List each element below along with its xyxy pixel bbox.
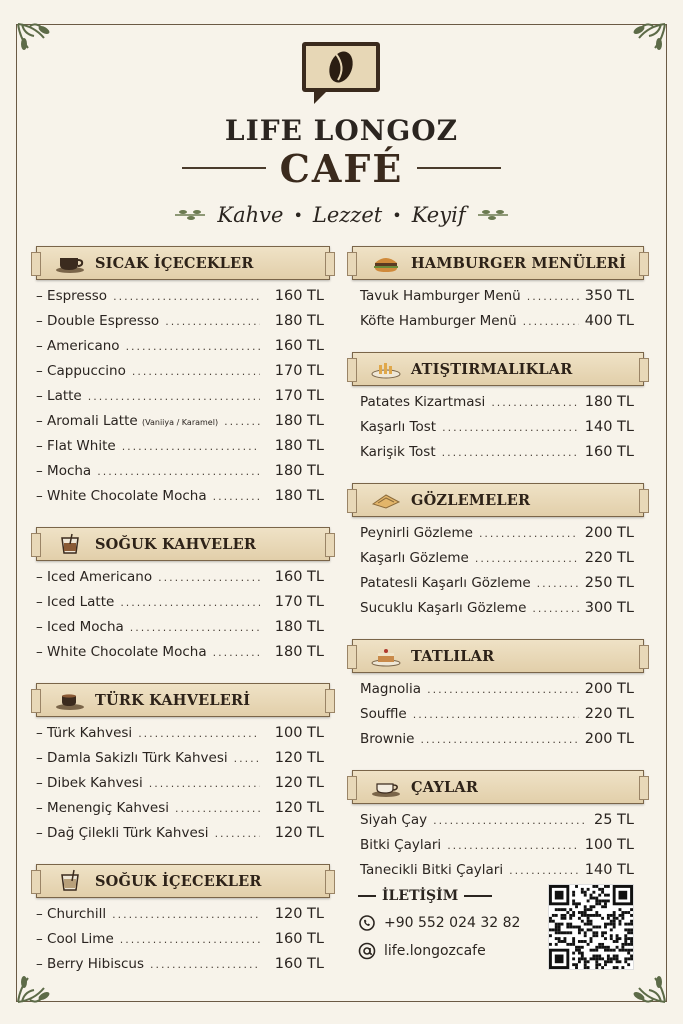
- dot-leader: [420, 733, 578, 746]
- dot-leader: [442, 421, 579, 434]
- item-price: 160 TL: [274, 569, 324, 585]
- item-price: 120 TL: [274, 775, 324, 791]
- item-name: [36, 644, 207, 660]
- dot-leader: [112, 908, 260, 921]
- menu-item: [36, 750, 330, 775]
- item-name-text: White Chocolate Mocha: [47, 644, 207, 660]
- dot-leader: [149, 777, 260, 790]
- section-title: SOĞUK KAHVELER: [95, 535, 257, 553]
- item-name: [360, 862, 503, 878]
- contact-title: İLETİŞİM: [382, 888, 459, 904]
- item-name: [36, 438, 116, 454]
- menu-item: [352, 812, 644, 837]
- section-banner-gozlemeler: [352, 483, 644, 517]
- menu-item: [36, 413, 330, 438]
- section-banner-hamburger-menuleri: [352, 246, 644, 280]
- tea-cup-icon: [369, 775, 403, 799]
- sprig-left-icon: [173, 208, 207, 222]
- menu-item: [352, 706, 644, 731]
- item-price: 250 TL: [584, 575, 634, 591]
- item-name-text: Americano: [47, 338, 120, 354]
- burger-icon: [369, 251, 403, 275]
- section-banner-soguk-icecekler: [36, 864, 330, 898]
- menu-item: [36, 906, 330, 931]
- menu-item: [36, 931, 330, 956]
- dot-leader: [475, 552, 579, 565]
- item-name-text: Mocha: [47, 463, 92, 479]
- menu-item: [36, 313, 330, 338]
- item-price: 160 TL: [274, 288, 324, 304]
- instagram-handle: life.longozcafe: [384, 943, 486, 959]
- menu-item: [36, 644, 330, 669]
- item-name-text: Kaşarlı Gözleme: [360, 550, 469, 566]
- item-price: 180 TL: [274, 413, 324, 429]
- item-price: 160 TL: [274, 956, 324, 972]
- item-name: [36, 338, 120, 354]
- item-name-text: Brownie: [360, 731, 415, 747]
- item-name-text: Churchill: [47, 906, 107, 922]
- dot-leader: [509, 864, 579, 877]
- dot-leader: [479, 527, 579, 540]
- menu-item: [352, 575, 644, 600]
- dot-leader: [413, 708, 579, 721]
- item-name: [36, 288, 107, 304]
- item-price: 200 TL: [584, 681, 634, 697]
- item-name-text: Berry Hibiscus: [47, 956, 145, 972]
- item-name: [36, 594, 114, 610]
- item-name: [360, 731, 414, 747]
- section-banner-soguk-kahveler: [36, 527, 330, 561]
- menu-item: [352, 444, 644, 469]
- leaf-ornament-icon: [625, 20, 669, 54]
- item-name: [360, 288, 521, 304]
- item-price: 400 TL: [584, 313, 634, 329]
- menu-item-list: [352, 394, 644, 469]
- item-name-text: Double Espresso: [47, 313, 160, 329]
- item-name-text: Peynirli Gözleme: [360, 525, 473, 541]
- divider: [464, 895, 492, 897]
- menu-item: [352, 525, 644, 550]
- instagram-line[interactable]: [358, 938, 558, 964]
- dot-leader: [532, 602, 578, 615]
- item-price: 220 TL: [584, 550, 634, 566]
- tagline-separator: •: [392, 205, 402, 225]
- menu-item: [36, 619, 330, 644]
- item-name-text: Türk Kahvesi: [47, 725, 133, 741]
- item-price: 120 TL: [274, 750, 324, 766]
- item-name: [36, 619, 124, 635]
- item-name: [360, 575, 531, 591]
- item-price: 170 TL: [274, 388, 324, 404]
- section-banner-tatlilar: [352, 639, 644, 673]
- section-banner-turk-kahveleri: [36, 683, 330, 717]
- menu-item: [36, 594, 330, 619]
- dot-leader: [132, 365, 260, 378]
- brand-sub-row: [0, 146, 683, 190]
- dot-leader: [88, 390, 260, 403]
- menu-item-list: [352, 525, 644, 625]
- dot-leader: [120, 933, 260, 946]
- menu-item: [352, 394, 644, 419]
- dot-leader: [224, 415, 260, 428]
- item-name-text: Dağ Çilekli Türk Kahvesi: [47, 825, 209, 841]
- tagline-separator: •: [293, 205, 303, 225]
- item-price: 170 TL: [274, 594, 324, 610]
- menu-item-list: [352, 812, 644, 887]
- section-banner-atistirmaliklar: [352, 352, 644, 386]
- section-banner-caylar: [352, 770, 644, 804]
- at-sign-icon: [358, 942, 376, 960]
- item-name-text: Espresso: [47, 288, 108, 304]
- item-note: (Vaniiya / Karamel): [142, 418, 219, 427]
- item-name-text: Siyah Çay: [360, 812, 428, 828]
- dot-leader: [427, 683, 579, 696]
- dot-leader: [122, 440, 260, 453]
- menu-item: [36, 775, 330, 800]
- menu-item: [36, 388, 330, 413]
- sprig-right-icon: [476, 208, 510, 222]
- item-price: 200 TL: [584, 525, 634, 541]
- item-price: 170 TL: [274, 363, 324, 379]
- dot-leader: [120, 596, 260, 609]
- dot-leader: [433, 814, 588, 827]
- item-price: 180 TL: [274, 644, 324, 660]
- snack-plate-icon: [369, 357, 403, 381]
- dot-leader: [126, 340, 260, 353]
- dot-leader: [442, 446, 579, 459]
- turkish-coffee-icon: [53, 688, 87, 712]
- item-price: 100 TL: [274, 725, 324, 741]
- section-title: ATIŞTIRMALIKLAR: [411, 360, 573, 378]
- item-price: 25 TL: [594, 812, 634, 828]
- leaf-ornament-icon: [14, 20, 58, 54]
- menu-item: [36, 956, 330, 981]
- left-menu-column: [36, 246, 330, 995]
- item-price: 100 TL: [584, 837, 634, 853]
- menu-item: [352, 550, 644, 575]
- coffee-bean-logo-icon: [300, 40, 382, 106]
- item-price: 180 TL: [274, 463, 324, 479]
- item-name-text: Damla Sakizlı Türk Kahvesi: [47, 750, 228, 766]
- item-name-text: Bitki Çaylari: [360, 837, 442, 853]
- item-name-text: Patates Kizartmasi: [360, 394, 486, 410]
- item-price: 300 TL: [584, 600, 634, 616]
- item-name-text: Tanecikli Bitki Çaylari: [360, 862, 504, 878]
- menu-item-list: [36, 725, 330, 850]
- item-name: [360, 600, 526, 616]
- item-name-text: Menengiç Kahvesi: [47, 800, 169, 816]
- dot-leader: [175, 802, 260, 815]
- dot-leader: [113, 290, 260, 303]
- dot-leader: [491, 396, 578, 409]
- item-name: [36, 388, 82, 404]
- menu-item: [36, 438, 330, 463]
- contact-block: [358, 884, 558, 964]
- item-price: 140 TL: [584, 862, 634, 878]
- item-price: 200 TL: [584, 731, 634, 747]
- divider: [182, 167, 266, 169]
- dot-leader: [537, 577, 579, 590]
- dot-leader: [215, 827, 260, 840]
- item-name: [360, 313, 517, 329]
- item-price: 140 TL: [584, 419, 634, 435]
- item-name-text: Flat White: [47, 438, 116, 454]
- contact-heading-row: [358, 884, 558, 908]
- item-name-text: Aromali Latte: [47, 413, 138, 429]
- item-name-text: Iced Americano: [47, 569, 153, 585]
- item-price: 350 TL: [584, 288, 634, 304]
- iced-coffee-icon: [53, 532, 87, 556]
- menu-item: [352, 731, 644, 756]
- section-title: SICAK İÇECEKLER: [95, 254, 254, 272]
- item-price: 120 TL: [274, 800, 324, 816]
- coffee-cup-icon: [53, 251, 87, 275]
- item-name: [36, 488, 207, 504]
- tagline-word: Keyif: [411, 203, 466, 227]
- tagline-word: Kahve: [217, 203, 284, 227]
- item-name-text: Iced Latte: [47, 594, 115, 610]
- item-name-text: Sucuklu Kaşarlı Gözleme: [360, 600, 527, 616]
- phone-number: +90 552 024 32 82: [384, 915, 521, 931]
- item-name: [360, 419, 436, 435]
- brand-sub: CAFÉ: [279, 145, 404, 191]
- section-title: HAMBURGER MENÜLERİ: [411, 254, 627, 272]
- item-name: [36, 906, 106, 922]
- dot-leader: [523, 315, 579, 328]
- menu-item-list: [36, 288, 330, 513]
- menu-item: [36, 825, 330, 850]
- item-name: [36, 956, 144, 972]
- item-name: [360, 525, 473, 541]
- item-name: [360, 444, 436, 460]
- item-name: [36, 800, 169, 816]
- dot-leader: [234, 752, 260, 765]
- item-price: 180 TL: [274, 619, 324, 635]
- item-price: 160 TL: [274, 931, 324, 947]
- menu-item-list: [36, 569, 330, 669]
- divider: [358, 895, 376, 897]
- item-name: [360, 706, 407, 722]
- item-price: 160 TL: [274, 338, 324, 354]
- item-name: [36, 931, 114, 947]
- dot-leader: [150, 958, 260, 971]
- item-name-text: Köfte Hamburger Menü: [360, 313, 517, 329]
- whatsapp-icon: [358, 914, 376, 932]
- item-name-text: Kaşarlı Tost: [360, 419, 437, 435]
- item-name-text: Dibek Kahvesi: [47, 775, 143, 791]
- leaf-ornament-icon: [625, 972, 669, 1006]
- menu-item: [36, 800, 330, 825]
- menu-item: [36, 463, 330, 488]
- item-name-text: Cappuccino: [47, 363, 126, 379]
- item-name: [36, 313, 159, 329]
- item-price: 120 TL: [274, 906, 324, 922]
- menu-item: [352, 600, 644, 625]
- item-name-text: Latte: [47, 388, 82, 404]
- dot-leader: [213, 646, 260, 659]
- qr-code-icon[interactable]: [548, 884, 634, 970]
- item-name: [360, 681, 421, 697]
- menu-item: [352, 313, 644, 338]
- item-name-text: Tavuk Hamburger Menü: [360, 288, 521, 304]
- item-price: 220 TL: [584, 706, 634, 722]
- gozleme-icon: [369, 488, 403, 512]
- item-name-text: Karişik Tost: [360, 444, 436, 460]
- item-name: [36, 775, 143, 791]
- item-price: 180 TL: [584, 394, 634, 410]
- dot-leader: [130, 621, 260, 634]
- section-title: TÜRK KAHVELERİ: [95, 691, 251, 709]
- item-price: 180 TL: [274, 313, 324, 329]
- dot-leader: [138, 727, 260, 740]
- section-banner-sicak-icecekler: [36, 246, 330, 280]
- cake-icon: [369, 644, 403, 668]
- item-name: [360, 837, 441, 853]
- menu-item: [36, 338, 330, 363]
- dot-leader: [447, 839, 579, 852]
- item-name: [360, 394, 485, 410]
- menu-item: [352, 288, 644, 313]
- item-name: [36, 363, 126, 379]
- item-name-text: Magnolia: [360, 681, 422, 697]
- item-price: 180 TL: [274, 488, 324, 504]
- cold-drink-icon: [53, 869, 87, 893]
- menu-item: [352, 419, 644, 444]
- menu-item-list: [352, 288, 644, 338]
- brand-name: LIFE LONGOZ: [224, 114, 459, 147]
- section-title: SOĞUK İÇECEKLER: [95, 872, 262, 890]
- item-name-text: Patatesli Kaşarlı Gözleme: [360, 575, 531, 591]
- item-name-text: White Chocolate Mocha: [47, 488, 207, 504]
- section-title: TATLILAR: [411, 647, 495, 665]
- item-name: [36, 413, 218, 429]
- menu-item: [352, 681, 644, 706]
- item-name: [36, 463, 91, 479]
- divider: [417, 167, 501, 169]
- menu-item: [36, 488, 330, 513]
- menu-item-list: [352, 681, 644, 756]
- item-price: 160 TL: [584, 444, 634, 460]
- item-price: 180 TL: [274, 438, 324, 454]
- item-name: [36, 825, 209, 841]
- menu-item-list: [36, 906, 330, 981]
- item-name: [36, 569, 152, 585]
- dot-leader: [97, 465, 260, 478]
- menu-item: [36, 288, 330, 313]
- item-name: [360, 812, 427, 828]
- menu-item: [352, 837, 644, 862]
- item-name: [36, 750, 228, 766]
- tagline-word: Lezzet: [312, 203, 383, 227]
- dot-leader: [158, 571, 260, 584]
- item-price: 120 TL: [274, 825, 324, 841]
- item-name-text: Souffle: [360, 706, 407, 722]
- section-title: ÇAYLAR: [411, 778, 479, 796]
- item-name-text: Iced Mocha: [47, 619, 124, 635]
- item-name: [360, 550, 469, 566]
- dot-leader: [527, 290, 579, 303]
- dot-leader: [165, 315, 260, 328]
- phone-line[interactable]: [358, 910, 558, 936]
- section-title: GÖZLEMELER: [411, 491, 531, 509]
- menu-item: [36, 725, 330, 750]
- dot-leader: [213, 490, 260, 503]
- tagline: [0, 200, 683, 230]
- item-name: [36, 725, 132, 741]
- menu-item: [36, 569, 330, 594]
- right-menu-column: [352, 246, 644, 901]
- item-name-text: Cool Lime: [47, 931, 114, 947]
- menu-item: [36, 363, 330, 388]
